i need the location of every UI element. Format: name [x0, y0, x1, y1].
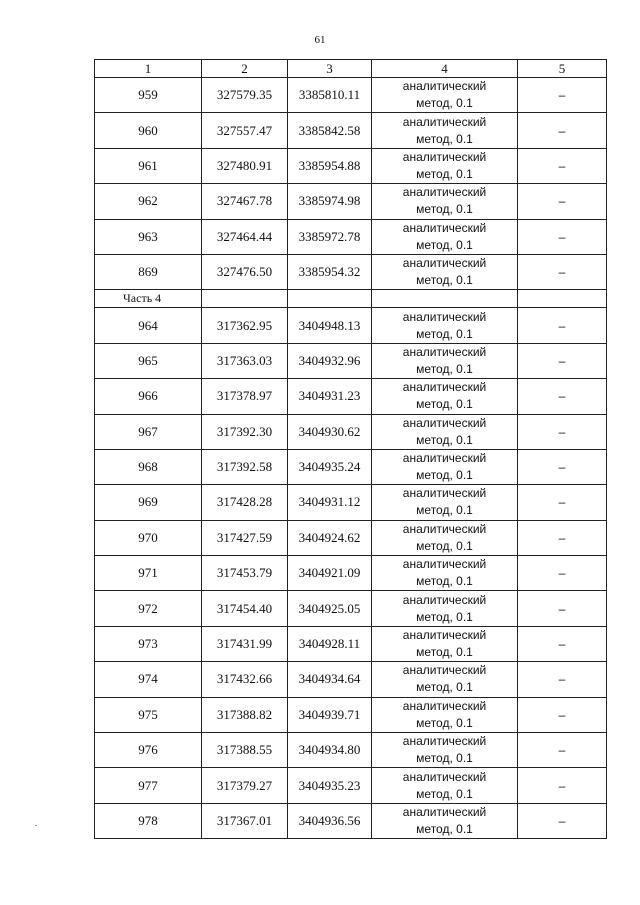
method-line-1: аналитический	[402, 344, 487, 359]
x-coordinate-cell: 317392.30	[202, 414, 288, 449]
empty-cell	[288, 290, 372, 308]
note-cell: –	[518, 591, 607, 626]
method-line-1: аналитический	[402, 734, 487, 749]
note-cell: –	[518, 662, 607, 697]
note-cell: –	[518, 308, 607, 343]
x-coordinate-cell: 317432.66	[202, 662, 288, 697]
method-line-2: метод, 0.1	[416, 166, 473, 181]
method-line-2: метод, 0.1	[416, 574, 473, 589]
table-row	[95, 379, 607, 414]
coordinates-table	[94, 59, 607, 839]
method-line-2: метод, 0.1	[416, 96, 473, 111]
point-number-cell: 977	[95, 768, 202, 803]
method-line-2: метод, 0.1	[416, 786, 473, 801]
point-number-cell: 975	[95, 697, 202, 732]
method-line-1: аналитический	[402, 220, 487, 235]
empty-cell	[202, 290, 288, 308]
method-cell	[372, 556, 518, 591]
x-coordinate-cell: 317392.58	[202, 449, 288, 484]
method-line-2: метод, 0.1	[416, 397, 473, 412]
method-line-2: метод, 0.1	[416, 645, 473, 660]
y-coordinate-cell: 3385810.11	[288, 78, 372, 113]
point-number-cell: 972	[95, 591, 202, 626]
method-cell	[372, 626, 518, 661]
method-cell	[372, 520, 518, 555]
note-cell: –	[518, 697, 607, 732]
point-number-cell: 962	[95, 184, 202, 219]
method-line-1: аналитический	[402, 114, 487, 129]
table-row	[95, 697, 607, 732]
method-line-1: аналитический	[402, 663, 487, 678]
table-row	[95, 556, 607, 591]
method-line-1: аналитический	[402, 698, 487, 713]
x-coordinate-cell: 317427.59	[202, 520, 288, 555]
method-cell	[372, 343, 518, 378]
point-number-cell: 963	[95, 219, 202, 254]
x-coordinate-cell: 327480.91	[202, 148, 288, 183]
point-number-cell: 961	[95, 148, 202, 183]
method-line-1: аналитический	[402, 256, 487, 271]
x-coordinate-cell: 317428.28	[202, 485, 288, 520]
table-row	[95, 414, 607, 449]
method-line-1: аналитический	[402, 185, 487, 200]
table-row	[95, 184, 607, 219]
method-cell	[372, 449, 518, 484]
note-cell: –	[518, 414, 607, 449]
method-cell	[372, 379, 518, 414]
section-label: Часть 4	[95, 290, 202, 308]
method-line-2: метод, 0.1	[416, 503, 473, 518]
page-number: 61	[314, 34, 326, 46]
method-line-1: аналитический	[402, 805, 487, 819]
point-number-cell: 978	[95, 803, 202, 838]
table-row	[95, 113, 607, 148]
method-cell	[372, 308, 518, 343]
method-line-1: аналитический	[402, 557, 487, 572]
point-number-cell: 965	[95, 343, 202, 378]
method-line-1: аналитический	[402, 79, 487, 94]
method-line-2: метод, 0.1	[416, 326, 473, 341]
point-number-cell: 967	[95, 414, 202, 449]
table-row	[95, 520, 607, 555]
note-cell: –	[518, 219, 607, 254]
method-cell	[372, 184, 518, 219]
y-coordinate-cell: 3385954.88	[288, 148, 372, 183]
method-cell	[372, 662, 518, 697]
empty-cell	[372, 290, 518, 308]
x-coordinate-cell: 317388.82	[202, 697, 288, 732]
table-row	[95, 485, 607, 520]
table-row	[95, 662, 607, 697]
method-line-2: метод, 0.1	[416, 751, 473, 766]
method-line-2: метод, 0.1	[416, 273, 473, 288]
y-coordinate-cell: 3404934.64	[288, 662, 372, 697]
point-number-cell: 970	[95, 520, 202, 555]
point-number-cell: 968	[95, 449, 202, 484]
method-line-2: метод, 0.1	[416, 237, 473, 252]
x-coordinate-cell: 317363.03	[202, 343, 288, 378]
note-cell: –	[518, 803, 607, 838]
y-coordinate-cell: 3404931.12	[288, 485, 372, 520]
column-header-2: 2	[202, 60, 288, 78]
y-coordinate-cell: 3385972.78	[288, 219, 372, 254]
x-coordinate-cell: 327579.35	[202, 78, 288, 113]
method-line-2: метод, 0.1	[416, 538, 473, 553]
method-cell	[372, 414, 518, 449]
x-coordinate-cell: 327476.50	[202, 254, 288, 289]
method-line-2: метод, 0.1	[416, 680, 473, 695]
table-row	[95, 343, 607, 378]
x-coordinate-cell: 317378.97	[202, 379, 288, 414]
method-line-2: метод, 0.1	[416, 432, 473, 447]
method-line-2: метод, 0.1	[416, 468, 473, 483]
note-cell: –	[518, 626, 607, 661]
table-row	[95, 449, 607, 484]
y-coordinate-cell: 3404924.62	[288, 520, 372, 555]
y-coordinate-cell: 3404948.13	[288, 308, 372, 343]
x-coordinate-cell: 317388.55	[202, 733, 288, 768]
table-row	[95, 78, 607, 113]
y-coordinate-cell: 3404935.24	[288, 449, 372, 484]
note-cell: –	[518, 733, 607, 768]
x-coordinate-cell: 317453.79	[202, 556, 288, 591]
method-line-1: аналитический	[402, 149, 487, 164]
point-number-cell: 973	[95, 626, 202, 661]
table-row	[95, 219, 607, 254]
y-coordinate-cell: 3404931.23	[288, 379, 372, 414]
y-coordinate-cell: 3404934.80	[288, 733, 372, 768]
note-cell: –	[518, 184, 607, 219]
method-line-1: аналитический	[402, 521, 487, 536]
x-coordinate-cell: 317362.95	[202, 308, 288, 343]
table-row	[95, 254, 607, 289]
note-cell: –	[518, 113, 607, 148]
y-coordinate-cell: 3404921.09	[288, 556, 372, 591]
x-coordinate-cell: 317454.40	[202, 591, 288, 626]
point-number-cell: 971	[95, 556, 202, 591]
y-coordinate-cell: 3385954.32	[288, 254, 372, 289]
scan-speck	[35, 825, 37, 826]
x-coordinate-cell: 317379.27	[202, 768, 288, 803]
method-line-1: аналитический	[402, 592, 487, 607]
point-number-cell: 969	[95, 485, 202, 520]
note-cell: –	[518, 556, 607, 591]
note-cell: –	[518, 254, 607, 289]
y-coordinate-cell: 3404935.23	[288, 768, 372, 803]
y-coordinate-cell: 3385842.58	[288, 113, 372, 148]
y-coordinate-cell: 3404930.62	[288, 414, 372, 449]
y-coordinate-cell: 3404928.11	[288, 626, 372, 661]
method-line-1: аналитический	[402, 486, 487, 501]
note-cell: –	[518, 148, 607, 183]
y-coordinate-cell: 3404932.96	[288, 343, 372, 378]
point-number-cell: 974	[95, 662, 202, 697]
method-cell	[372, 768, 518, 803]
note-cell: –	[518, 449, 607, 484]
point-number-cell: 869	[95, 254, 202, 289]
note-cell: –	[518, 343, 607, 378]
method-line-2: метод, 0.1	[416, 822, 473, 836]
table-body	[95, 78, 607, 839]
method-line-1: аналитический	[402, 380, 487, 395]
method-cell	[372, 733, 518, 768]
method-line-2: метод, 0.1	[416, 361, 473, 376]
method-cell	[372, 148, 518, 183]
point-number-cell: 959	[95, 78, 202, 113]
column-header-4: 4	[372, 60, 518, 78]
point-number-cell: 960	[95, 113, 202, 148]
method-line-2: метод, 0.1	[416, 131, 473, 146]
method-line-1: аналитический	[402, 309, 487, 324]
table-row	[95, 733, 607, 768]
method-line-1: аналитический	[402, 769, 487, 784]
note-cell: –	[518, 768, 607, 803]
column-header-3: 3	[288, 60, 372, 78]
method-cell	[372, 485, 518, 520]
method-line-1: аналитический	[402, 628, 487, 643]
method-cell	[372, 803, 518, 838]
note-cell: –	[518, 379, 607, 414]
empty-cell	[518, 290, 607, 308]
table-header-row	[95, 60, 607, 78]
x-coordinate-cell: 327467.78	[202, 184, 288, 219]
table-row	[95, 626, 607, 661]
note-cell: –	[518, 485, 607, 520]
method-line-1: аналитический	[402, 451, 487, 466]
method-cell	[372, 78, 518, 113]
note-cell: –	[518, 78, 607, 113]
table-row	[95, 591, 607, 626]
method-line-2: метод, 0.1	[416, 609, 473, 624]
method-cell	[372, 113, 518, 148]
table-row	[95, 308, 607, 343]
table-row	[95, 148, 607, 183]
note-cell: –	[518, 520, 607, 555]
method-cell	[372, 697, 518, 732]
table-row	[95, 803, 607, 838]
table-row	[95, 768, 607, 803]
column-header-1: 1	[95, 60, 202, 78]
method-cell	[372, 591, 518, 626]
point-number-cell: 966	[95, 379, 202, 414]
method-line-2: метод, 0.1	[416, 715, 473, 730]
section-row	[95, 290, 607, 308]
y-coordinate-cell: 3385974.98	[288, 184, 372, 219]
y-coordinate-cell: 3404936.56	[288, 803, 372, 838]
method-line-1: аналитический	[402, 415, 487, 430]
x-coordinate-cell: 317367.01	[202, 803, 288, 838]
y-coordinate-cell: 3404925.05	[288, 591, 372, 626]
column-header-5: 5	[518, 60, 607, 78]
x-coordinate-cell: 317431.99	[202, 626, 288, 661]
point-number-cell: 976	[95, 733, 202, 768]
y-coordinate-cell: 3404939.71	[288, 697, 372, 732]
point-number-cell: 964	[95, 308, 202, 343]
x-coordinate-cell: 327464.44	[202, 219, 288, 254]
method-line-2: метод, 0.1	[416, 202, 473, 217]
method-cell	[372, 219, 518, 254]
method-cell	[372, 254, 518, 289]
x-coordinate-cell: 327557.47	[202, 113, 288, 148]
